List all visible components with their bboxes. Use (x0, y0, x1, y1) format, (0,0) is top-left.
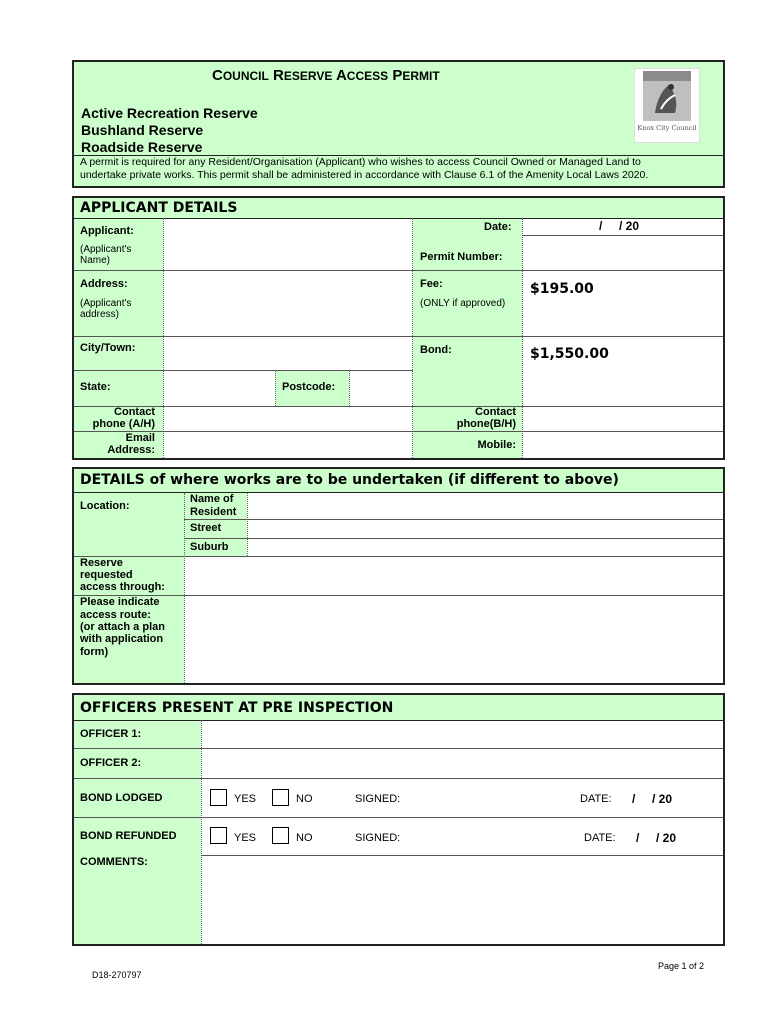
resident-label-1: Name of (190, 493, 234, 505)
applicant-name-hint-1: (Applicant's (80, 244, 132, 255)
comments-label: COMMENTS: (80, 856, 148, 868)
date-field[interactable]: / / 20 (599, 219, 640, 233)
reserve-requested-3: access through: (80, 581, 165, 593)
bond-lodged-no-label: NO (296, 793, 313, 805)
fee-label: Fee: (420, 278, 443, 290)
mobile-label: Mobile: (477, 439, 516, 451)
works-title: DETAILS of where works are to be undertaken (if different to above) (80, 472, 619, 488)
city-label: City/Town: (80, 342, 136, 354)
permit-number-field[interactable] (523, 236, 723, 270)
reserve-type-3: Roadside Reserve (81, 139, 203, 155)
reserve-requested-1: Reserve (80, 557, 123, 569)
bond-refunded-no-checkbox[interactable] (272, 827, 289, 844)
contact-bh-field[interactable] (523, 407, 723, 431)
contact-ah-label-2: phone (A/H) (92, 418, 155, 430)
applicant-label: Applicant: (80, 225, 134, 237)
logo-text: Knox City Council (637, 124, 697, 132)
page-title: COUNCIL RESERVE ACCESS PERMIT (212, 67, 440, 84)
permit-number-label: Permit Number: (420, 251, 503, 263)
bond-refunded-yes-label: YES (234, 832, 257, 844)
fee-hint: (ONLY if approved) (420, 298, 506, 309)
fee-value: $195.00 (530, 281, 594, 297)
reserve-type-2: Bushland Reserve (81, 122, 204, 138)
bond-lodged-yes-label: YES (234, 793, 257, 805)
officer-2-label: OFFICER 2: (80, 757, 142, 769)
bond-label: Bond: (420, 344, 452, 356)
route-line-1: Please indicate (80, 596, 160, 608)
resident-label-2: Resident (190, 506, 237, 518)
address-hint-1: (Applicant's (80, 298, 132, 309)
grid-line (74, 817, 723, 818)
state-label: State: (80, 381, 111, 393)
address-hint-2: address) (80, 309, 119, 320)
applicant-name-hint-2: Name) (80, 255, 111, 266)
officer-1-field[interactable] (202, 721, 723, 748)
document-id: D18-270797 (92, 970, 142, 980)
access-route-field[interactable] (185, 596, 723, 683)
reserve-requested-2: requested (80, 569, 133, 581)
email-label-1: Email (125, 432, 155, 444)
officer-1-label: OFFICER 1: (80, 728, 142, 740)
bond-refunded-signed-label: SIGNED: (355, 832, 401, 844)
route-line-4: with application (80, 633, 164, 645)
postcode-label: Postcode: (282, 381, 336, 393)
contact-ah-field[interactable] (164, 407, 412, 431)
bond-lodged-date-value[interactable]: / / 20 (632, 792, 673, 806)
street-label: Street (190, 522, 222, 534)
location-label: Location: (80, 500, 130, 512)
city-field[interactable] (164, 337, 412, 370)
contact-ah-label-1: Contact (114, 406, 155, 418)
intro-line-1: A permit is required for any Resident/Organisation (Applicant) who wishes to access Council Owned or Managed Land to (80, 156, 641, 168)
email-label-2: Address: (107, 444, 155, 456)
suburb-label: Suburb (190, 541, 229, 553)
mobile-field[interactable] (523, 432, 723, 458)
bond-refunded-label: BOND REFUNDED (80, 830, 177, 842)
suburb-field[interactable] (248, 539, 723, 556)
applicant-title: APPLICANT DETAILS (80, 200, 238, 216)
applicant-name-field[interactable] (164, 219, 412, 270)
bond-refunded-no-label: NO (296, 832, 313, 844)
bond-lodged-label: BOND LODGED (80, 792, 163, 804)
route-line-3: (or attach a plan (80, 621, 165, 633)
date-label: Date: (484, 221, 512, 233)
bond-lodged-yes-checkbox[interactable] (210, 789, 227, 806)
address-field[interactable] (164, 271, 412, 336)
contact-bh-label-2: phone(B/H) (456, 418, 516, 430)
officers-title: OFFICERS PRESENT AT PRE INSPECTION (80, 700, 394, 716)
email-field[interactable] (164, 432, 412, 458)
grid-line (275, 370, 276, 406)
grid-line (412, 218, 413, 458)
reserve-requested-field[interactable] (185, 557, 723, 595)
bond-lodged-signed-label: SIGNED: (355, 793, 401, 805)
route-line-2: access route: (80, 609, 151, 621)
address-label: Address: (80, 278, 128, 290)
postcode-field[interactable] (350, 371, 412, 406)
route-line-5: form) (80, 646, 109, 658)
officer-2-field[interactable] (202, 749, 723, 778)
bond-refunded-date-value[interactable]: / / 20 (636, 831, 677, 845)
intro-line-2: undertake private works. This permit shall be administered in accordance with Clause 6.1 of the Amenity Local Laws 2020. (80, 169, 649, 181)
street-field[interactable] (248, 520, 723, 538)
bond-value: $1,550.00 (530, 346, 609, 362)
reserve-type-1: Active Recreation Reserve (81, 105, 258, 121)
contact-bh-label-1: Contact (475, 406, 516, 418)
bond-refunded-yes-checkbox[interactable] (210, 827, 227, 844)
comments-field[interactable] (202, 856, 723, 944)
state-field[interactable] (164, 371, 275, 406)
bond-lodged-date-label: DATE: (580, 793, 612, 805)
grid-line (74, 778, 723, 779)
page-number: Page 1 of 2 (658, 961, 705, 971)
bond-lodged-no-checkbox[interactable] (272, 789, 289, 806)
resident-field[interactable] (248, 494, 723, 519)
council-logo (634, 68, 700, 143)
bond-refunded-date-label: DATE: (584, 832, 616, 844)
